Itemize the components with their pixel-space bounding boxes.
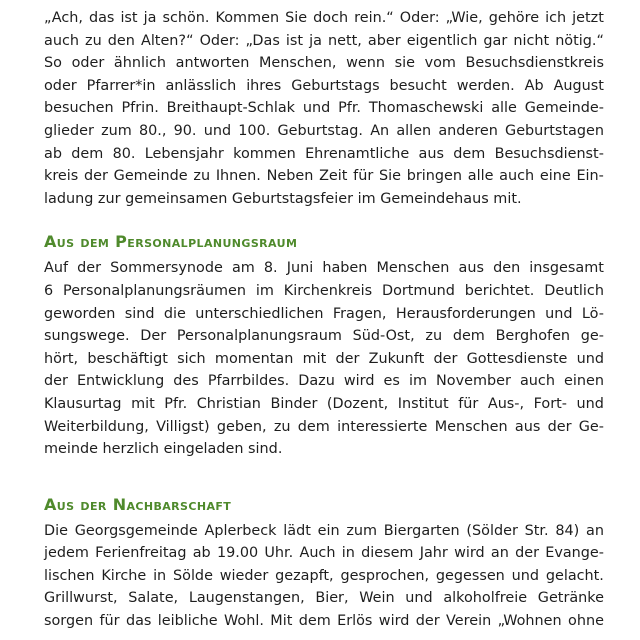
text-line: kreis der Gemeinde zu Ihnen. Neben Zeit für Sie bringen alle auch eine Ein- bbox=[44, 168, 604, 185]
text-line: oder Pfarrer*in anlässlich ihres Geburtstags besucht werden. Ab August bbox=[44, 77, 604, 94]
personalplanungsraum-paragraph bbox=[44, 257, 604, 460]
text-line: der Entwicklung des Pfarrbildes. Dazu wird es im November auch einen bbox=[44, 373, 604, 390]
text-line: Klausurtag mit Pfr. Christian Binder (Dozent, Institut für Aus-, Fort- und bbox=[44, 395, 604, 412]
text-line: sorgen für das leibliche Wohl. Mit dem Erlös wird der Verein „Wohnen ohne bbox=[44, 613, 604, 630]
text-line: hört, beschäftigt sich momentan mit der Zukunft der Gottesdienste und bbox=[44, 350, 604, 367]
text-line: Die Georgsgemeinde Aplerbeck lädt ein zum Biergarten (Sölder Str. 84) an bbox=[44, 522, 604, 539]
text-line: 6 Personalplanungsräumen im Kirchenkreis Dortmund berichtet. Deutlich bbox=[44, 282, 604, 299]
text-line: lischen Kirche in Sölde wieder gezapft, gesprochen, gegessen und gelacht. bbox=[44, 567, 604, 584]
text-line: glieder zum 80., 90. und 100. Geburtstag. An allen anderen Geburtstagen bbox=[44, 122, 604, 139]
text-line: jedem Ferienfreitag ab 19.00 Uhr. Auch in diesem Jahr wird an der Evange- bbox=[44, 545, 604, 562]
text-line: Auf der Sommersynode am 8. Juni haben Menschen aus den insgesamt bbox=[44, 260, 604, 277]
text-line: Weiterbildung, Villigst) geben, zu dem interessierte Menschen aus der Ge- bbox=[44, 418, 604, 435]
nachbarschaft-paragraph bbox=[44, 520, 604, 633]
text-line: sungswege. Der Personalplanungsraum Süd-Ost, zu dem Berghofen ge- bbox=[44, 328, 604, 345]
section-heading-nachbarschaft: Aus der Nachbarschaft bbox=[44, 494, 232, 514]
text-line: Grillwurst, Salate, Laugenstangen, Bier, Wein und alkoholfreie Getränke bbox=[44, 590, 604, 607]
text-line: „Ach, das ist ja schön. Kommen Sie doch rein.“ Oder: „Wie, gehöre ich jetzt bbox=[44, 10, 604, 26]
text-line: besuchen Pfrin. Breithaupt-Schlak und Pfr. Thomaschewski alle Gemeinde- bbox=[44, 100, 604, 117]
text-line: auch zu den Alten?“ Oder: „Das ist ja nett, aber eigentlich gar nicht nötig.“ bbox=[44, 32, 604, 49]
intro-paragraph bbox=[44, 0, 604, 210]
text-line: ladung zur gemeinsamen Geburtstagsfeier im Gemeindehaus mit. bbox=[44, 190, 522, 207]
text-line: So oder ähnlich antworten Menschen, wenn sie vom Besuchsdienstkreis bbox=[44, 55, 604, 72]
text-line: meinde herzlich eingeladen sind. bbox=[44, 441, 283, 458]
section-heading-personalplanungsraum: Aus dem Personalplanungsraum bbox=[44, 232, 298, 252]
text-line: geworden sind die unterschiedlichen Fragen, Herausforderungen und Lö- bbox=[44, 305, 604, 322]
text-line: ab dem 80. Lebensjahr kommen Ehrenamtliche aus dem Besuchsdienst- bbox=[44, 145, 604, 162]
